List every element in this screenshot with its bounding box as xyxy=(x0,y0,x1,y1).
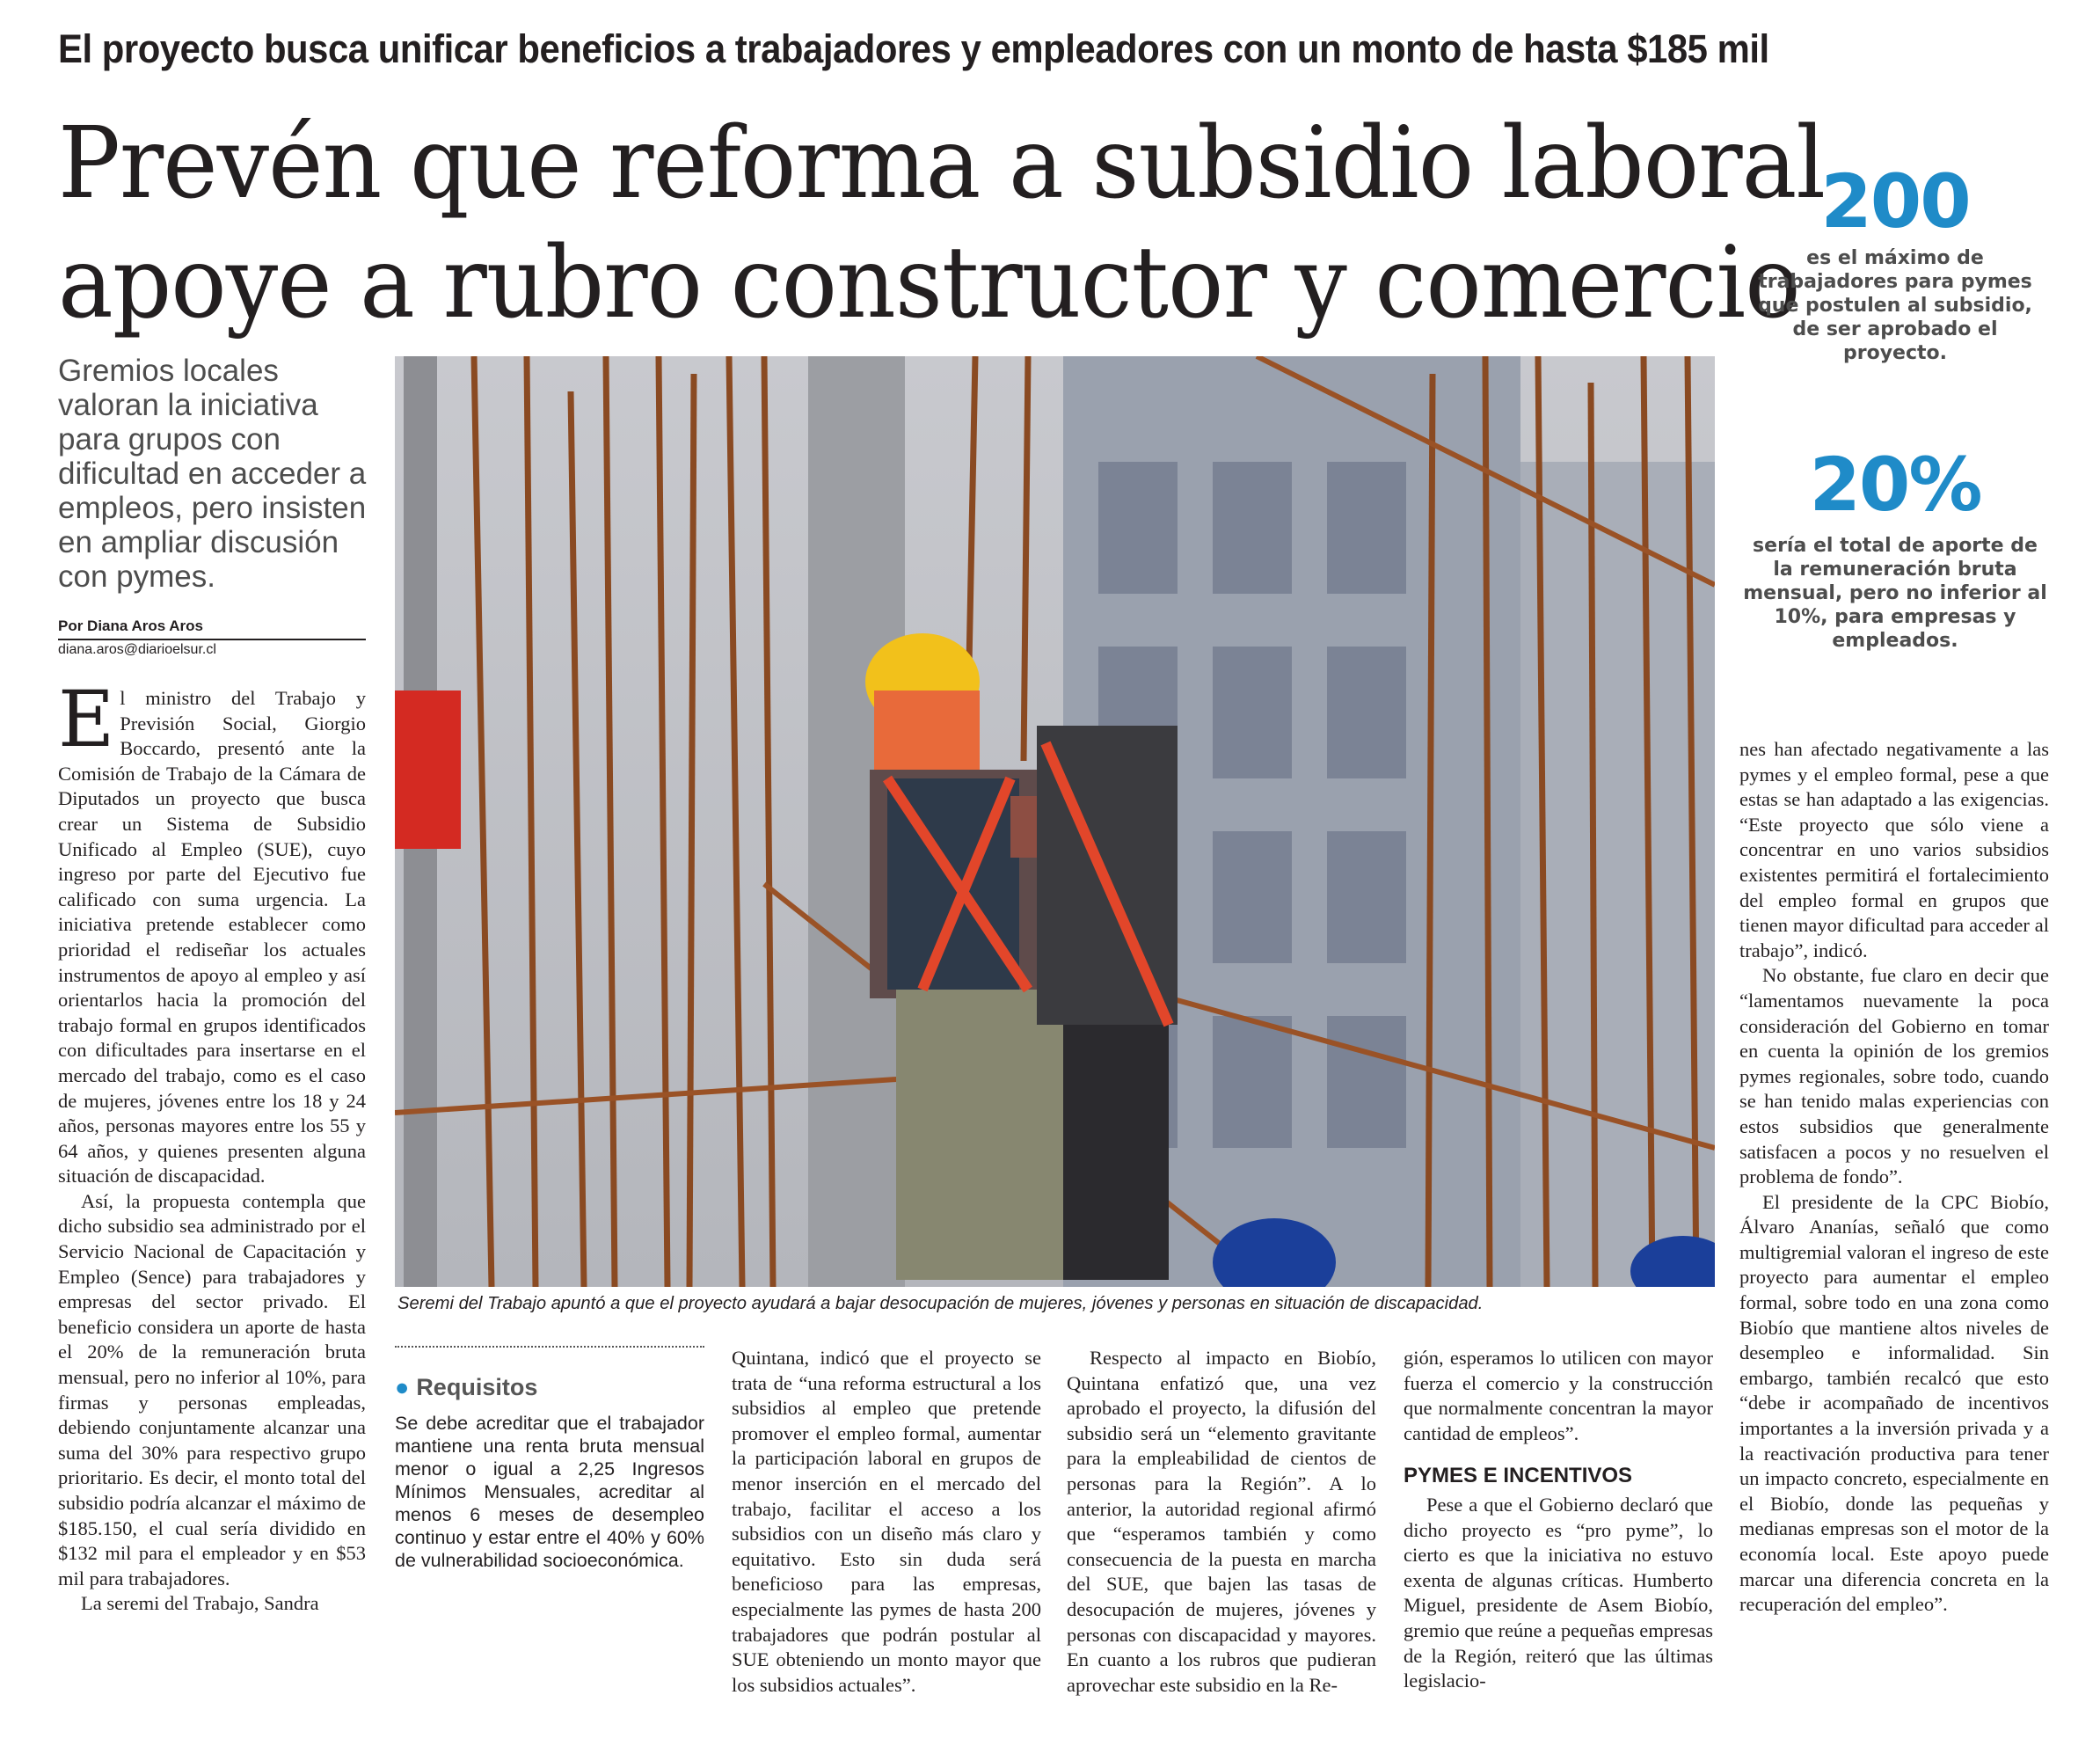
body-paragraph: Así, la propuesta contempla que dicho subsidio sea administrado por el Servicio Nacional de Capacitación y Empleo (Sence) para trabajadores y empresas del sector privado. El beneficio considera un aporte de hasta el 20% de la remuneración bruta mensual, pero no inferior al 10%, para firmas y personas empleadas, debiendo conjuntamente alcanzar una suma del 30% para respectivo grupo prioritario. Es decir, el monto total del subsidio podría alcanzar el máximo de $185.150, el cual sería dividido en $132 mil para el empleador y en $53 mil para trabajadores. xyxy=(58,1189,366,1589)
body-paragraph: Quintana, indicó que el proyecto se trata de “una reforma estructural a los subsidios al empleo que pretende promover el empleo formal, aumentar la participación laboral en grupos de menor inserción en el mercado del trabajo, facilitar el acceso a los subsidios con un diseño más claro y equitativo. Esto sin duda será beneficioso para las empresas, especialmente las pymes de hasta 200 trabajadores que podrán postular al SUE obteniendo un monto mayor que los subsidios actuales”. xyxy=(732,1347,1041,1696)
headline-line-2: apoye a rubro constructor y comercio xyxy=(58,226,1800,340)
stat-description-1: es el máximo de trabajadores para pymes que postulen al subsidio, de ser aprobado el proyecto. xyxy=(1758,247,2032,364)
article-column-1 xyxy=(58,674,366,1617)
article-column-3 xyxy=(732,1346,1041,1698)
stat-description-2: sería el total de aporte de la remuneración bruta mensual, pero no inferior al 10%, para empresas y empleados. xyxy=(1743,535,2047,652)
bullet-dot-icon: ● xyxy=(395,1374,410,1400)
stat-number-1: 200 xyxy=(1820,158,1970,245)
body-paragraph: Respecto al impacto en Biobío, Quintana enfatizó que, una vez aprobado el proyecto, la difusión del subsidio será un “elemento gravitante para la empleabilidad de cientos de personas para la Región”. A lo anterior, la autoridad regional afirmó que “esperamos también y como consecuencia de la puesta en marcha del SUE, que bajen las tasas de desocupación de mujeres, jóvenes y personas con discapacidad y mayores. En cuanto a los rubros que pudieran aprovechar este subsidio en la Re- xyxy=(1067,1347,1376,1696)
byline-email: diana.aros@diarioelsur.cl xyxy=(58,642,216,657)
body-paragraph: El ministro del Trabajo y Previsión Social, Giorgio Boccardo, presentó ante la Comisión de Trabajo de la Cámara de Diputados un proyecto que busca crear un Sistema de Subsidio Unificado al Empleo (SUE), cuyo ingreso por parte del Ejecutivo fue calificado con suma urgencia. La iniciativa pretende establecer como prioridad el rediseñar los actuales instrumentos de apoyo al empleo y así orientarlos hacia la promoción del trabajo formal en grupos identificados con dificultades para insertarse en el mercado del trabajo, como es el caso de mujeres, jóvenes entre los 18 y 24 años, personas mayores entre los 55 y 64 años, y quienes presenten alguna situación de discapacidad. xyxy=(58,674,366,1187)
body-paragraph: La seremi del Trabajo, Sandra xyxy=(81,1592,319,1615)
article-column-4 xyxy=(1067,1346,1376,1698)
byline-author: Por Diana Aros Aros xyxy=(58,617,366,640)
article-column-6 xyxy=(1739,737,2049,1618)
requisitos-text: Se debe acreditar que el trabajador mantiene una renta bruta mensual menor o igual a 2,25 Ingresos Mínimos Mensuales, acreditar al menos 6 meses de desempleo continuo y estar entre el 40% y 60% de vulnerabilidad socioeconómica. xyxy=(395,1413,704,1571)
construction-workers-photo xyxy=(395,356,1715,1287)
photo-illustration xyxy=(395,356,1715,1287)
article-column-5 xyxy=(1404,1346,1713,1694)
body-paragraph: Pese a que el Gobierno declaró que dicho proyecto es “pro pyme”, lo cierto es que la iniciativa no estuvo exenta de algunas críticas. Humberto Miguel, presidente de Asem Biobío, gremio que reúne a pequeñas empresas de la Región, reiteró que las últimas legislacio- xyxy=(1404,1493,1713,1692)
body-paragraph: nes han afectado negativamente a las pymes y el empleo formal, pese a que estas se han adaptado a las exigencias. “Este proyecto que sólo viene a concentrar en uno varios subsidios existentes permitirá el fortalecimiento del empleo formal en grupos que tienen mayor dificultad para acceder al trabajo”, indicó. xyxy=(1739,738,2049,961)
requisitos-divider xyxy=(395,1346,704,1348)
headline-line-1: Prevén que reforma a subsidio laboral xyxy=(58,106,1826,221)
body-paragraph: El presidente de la CPC Biobío, Álvaro Ananías, señaló que como multigremial valoran el ingreso de este proyecto para aumentar el empleo formal, sobre todo en una zona como Biobío que mantiene altos niveles de desempleo e informalidad. Sin embargo, también recalcó que esto “debe ir acompañado de incentivos importantes a la inversión privada y a la reactivación productiva para tener un impacto concreto, especialmente en el Biobío, donde las pequeñas y medianas empresas son el motor de la economía local. Este apoyo puede marcar una diferencia concreta en la recuperación del empleo”. xyxy=(1739,1190,2049,1616)
body-paragraph: No obstante, fue claro en decir que “lamentamos nuevamente la poca consideración del Gobierno en tomar en cuenta la opinión de los gremios pymes regionales, sobre todo, cuando se han tenido malas experiencias con estos subsidios que generalmente satisfacen a pocos y no resuelven el problema de fondo”. xyxy=(1739,964,2049,1188)
photo-caption: Seremi del Trabajo apuntó a que el proyecto ayudará a bajar desocupación de mujeres, jóvenes y personas en situación de discapacidad. xyxy=(397,1293,1484,1313)
subheading: PYMES E INCENTIVOS xyxy=(1404,1464,1633,1488)
body-paragraph: gión, esperamos lo utilicen con mayor fuerza el comercio y la construcción que normalmente concentran la mayor cantidad de empleos”. xyxy=(1404,1347,1713,1444)
drop-cap: E xyxy=(58,674,115,764)
requisitos-title: ● Requisitos xyxy=(395,1374,538,1400)
deck-summary: Gremios locales valoran la iniciativa para grupos con dificultad en acceder a empleos, pero insisten en ampliar discusión con pymes. xyxy=(58,354,367,594)
stat-number-2: 20% xyxy=(1809,442,1981,528)
main-headline xyxy=(58,104,1826,343)
kicker-headline: El proyecto busca unificar beneficios a trabajadores y empleadores con un monto de hasta $185 mil xyxy=(58,26,1769,71)
